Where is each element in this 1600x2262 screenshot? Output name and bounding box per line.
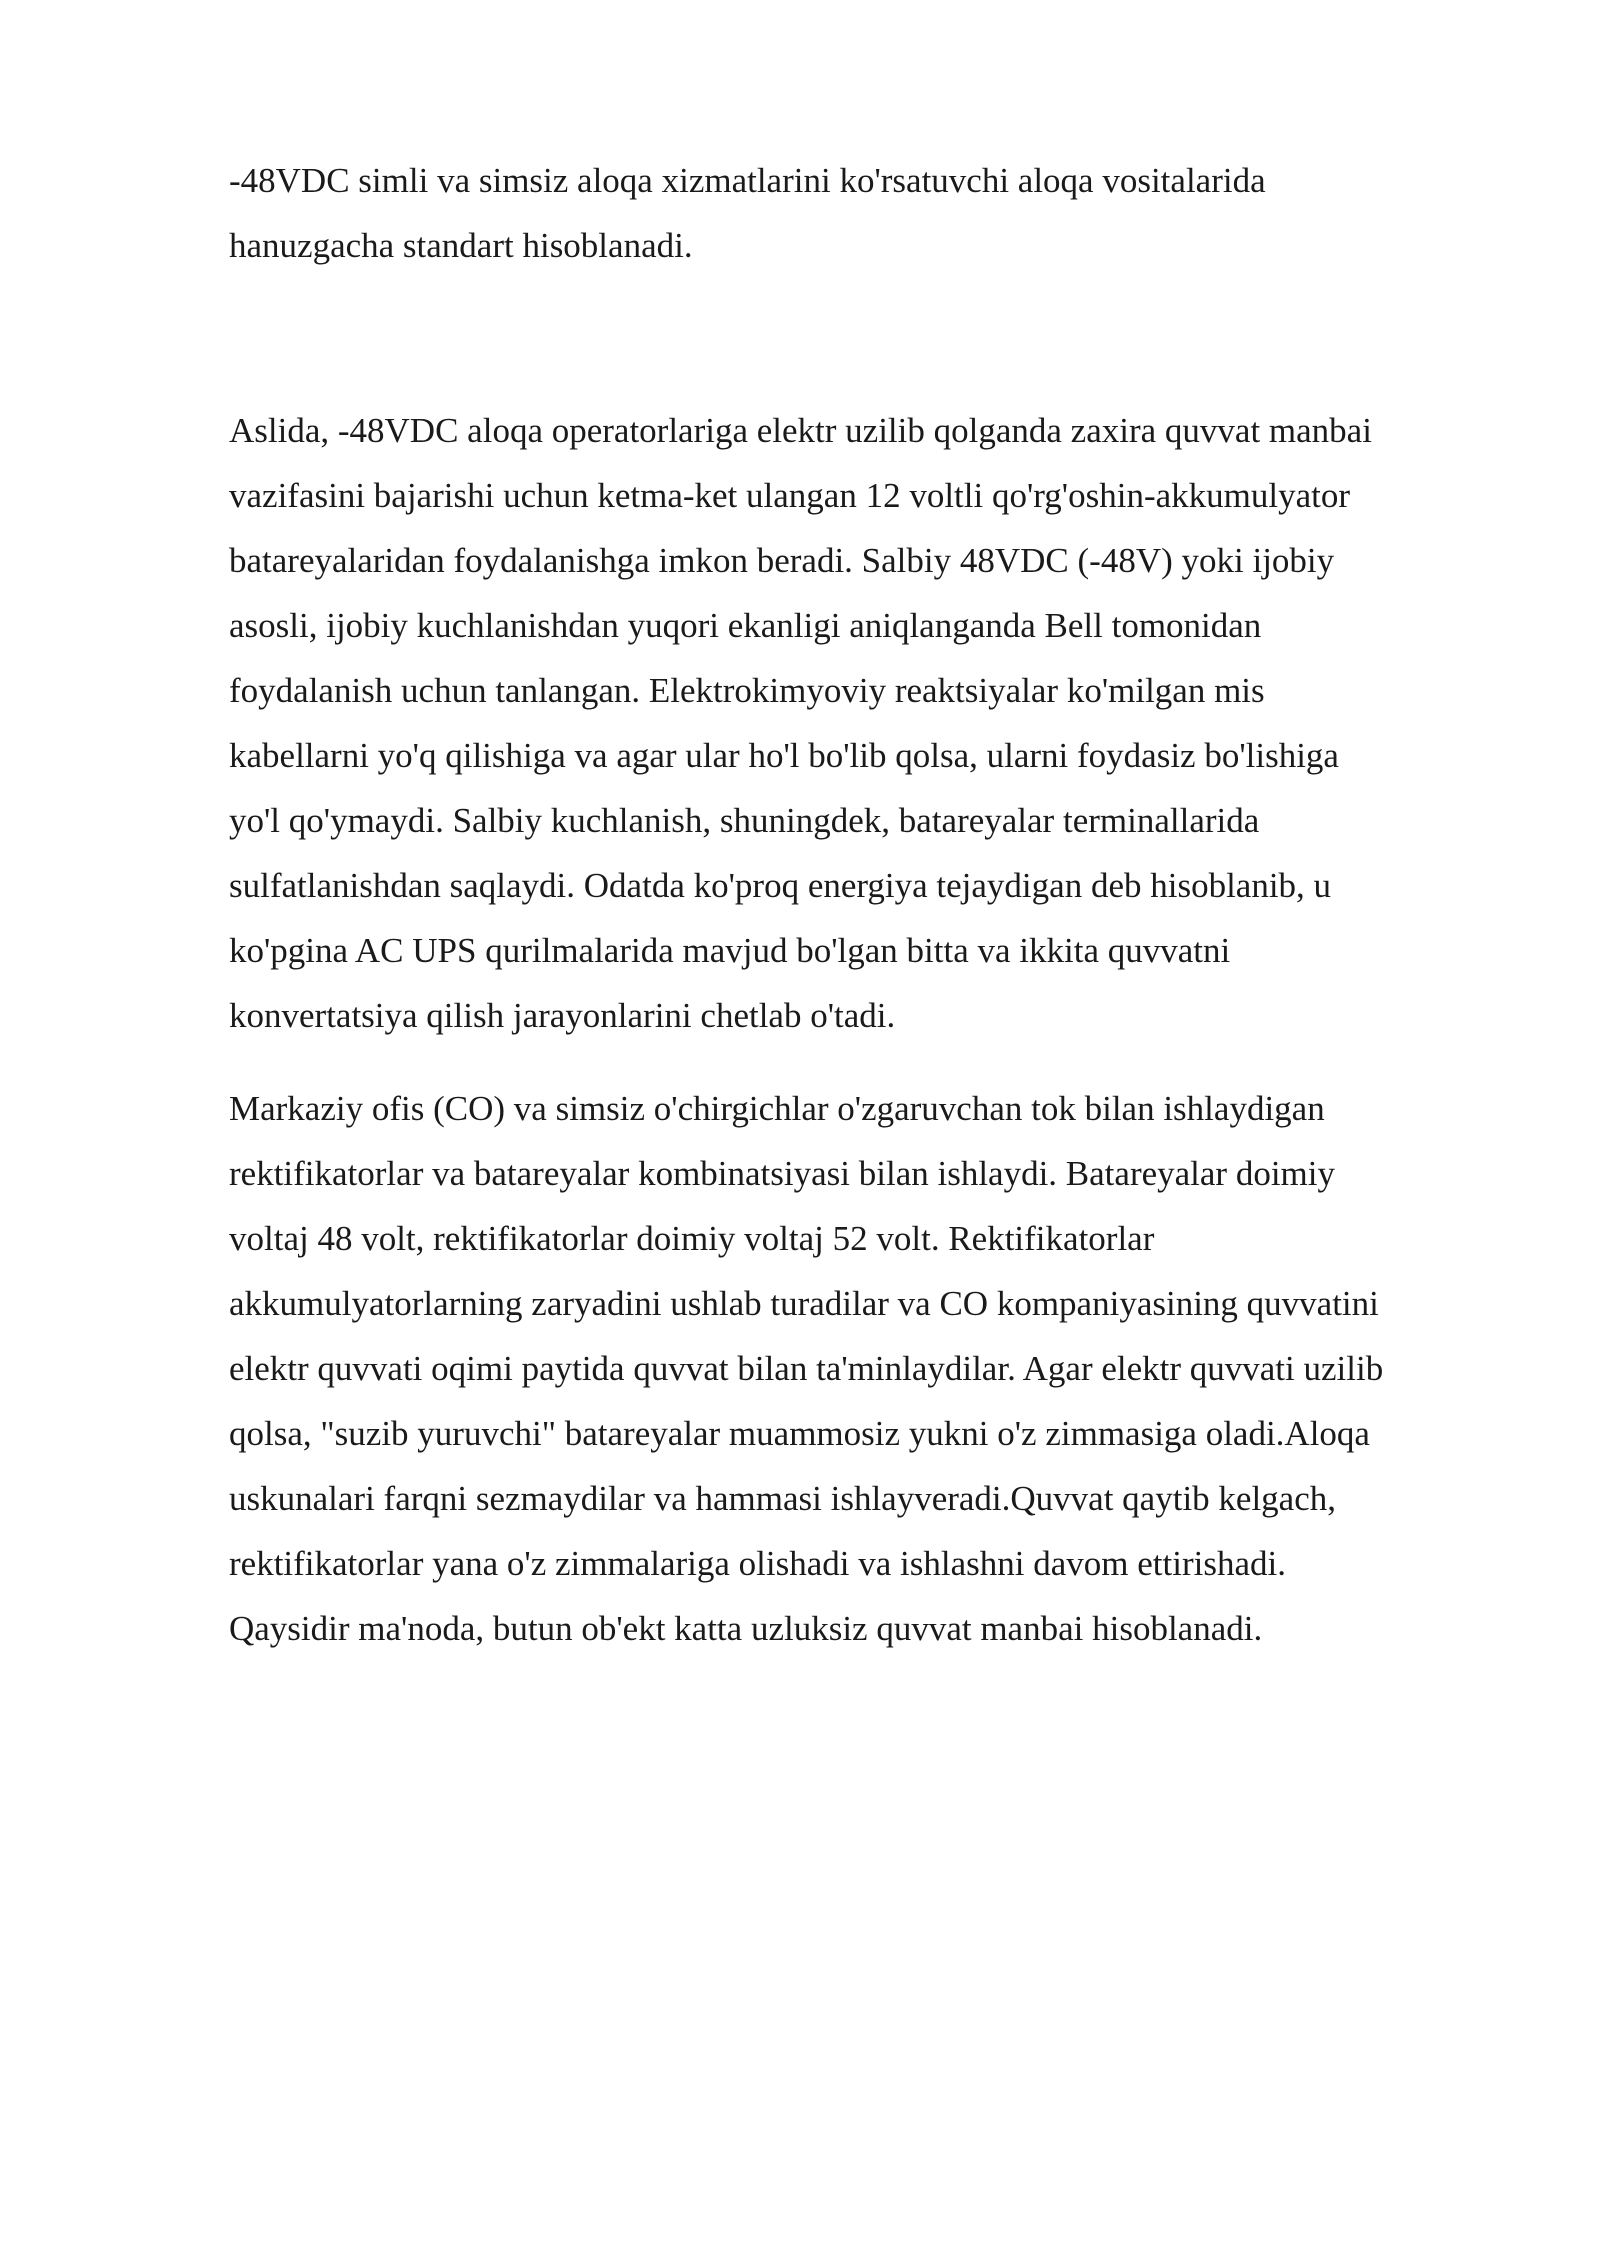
text-line: ko'pgina AC UPS qurilmalarida mavjud bo'lgan bitta va ikkita quvvatni [229, 931, 1231, 970]
paragraph-2 [229, 398, 1489, 1048]
text-line: foydalanish uchun tanlangan. Elektrokimyoviy reaktsiyalar ko'milgan mis [229, 671, 1265, 710]
text-line: sulfatlanishdan saqlaydi. Odatda ko'proq energiya tejaydigan deb hisoblanib, u [229, 866, 1332, 905]
text-line: Qaysidir ma'noda, butun ob'ekt katta uzluksiz quvvat manbai hisoblanadi. [229, 1609, 1263, 1648]
text-line: batareyalaridan foydalanishga imkon beradi. Salbiy 48VDC (-48V) yoki ijobiy [229, 541, 1335, 580]
text-line: -48VDC simli va simsiz aloqa xizmatlarini ko'rsatuvchi aloqa vositalarida [229, 161, 1266, 200]
text-line: voltaj 48 volt, rektifikatorlar doimiy voltaj 52 volt. Rektifikatorlar [229, 1219, 1155, 1258]
text-line: uskunalari farqni sezmaydilar va hammasi ishlayveradi.Quvvat qaytib kelgach, [229, 1479, 1336, 1518]
paragraph-3 [229, 1076, 1489, 1661]
text-line: elektr quvvati oqimi paytida quvvat bilan ta'minlaydilar. Agar elektr quvvati uzilib [229, 1349, 1384, 1388]
text-line: rektifikatorlar va batareyalar kombinatsiyasi bilan ishlaydi. Batareyalar doimiy [229, 1154, 1336, 1193]
text-line: akkumulyatorlarning zaryadini ushlab turadilar va CO kompaniyasining quvvatini [229, 1284, 1379, 1323]
text-line: konvertatsiya qilish jarayonlarini chetlab o'tadi. [229, 996, 896, 1035]
text-line: vazifasini bajarishi uchun ketma-ket ulangan 12 voltli qo'rg'oshin-akkumulyator [229, 476, 1351, 515]
text-line: Markaziy ofis (CO) va simsiz o'chirgichlar o'zgaruvchan tok bilan ishlaydigan [229, 1089, 1325, 1128]
paragraph-1 [229, 148, 1489, 278]
text-line: asosli, ijobiy kuchlanishdan yuqori ekanligi aniqlanganda Bell tomonidan [229, 606, 1262, 645]
text-line: qolsa, "suzib yuruvchi" batareyalar muammosiz yukni o'z zimmasiga oladi.Aloqa [229, 1414, 1370, 1453]
text-line: yo'l qo'ymaydi. Salbiy kuchlanish, shuningdek, batareyalar terminallarida [229, 801, 1260, 840]
text-line: Aslida, -48VDC aloqa operatorlariga elektr uzilib qolganda zaxira quvvat manbai [229, 411, 1372, 450]
text-line: kabellarni yo'q qilishiga va agar ular ho'l bo'lib qolsa, ularni foydasiz bo'lishiga [229, 736, 1339, 775]
text-line: hanuzgacha standart hisoblanadi. [229, 226, 693, 265]
text-line: rektifikatorlar yana o'z zimmalariga olishadi va ishlashni davom ettirishadi. [229, 1544, 1286, 1583]
document-body [229, 148, 1489, 1661]
